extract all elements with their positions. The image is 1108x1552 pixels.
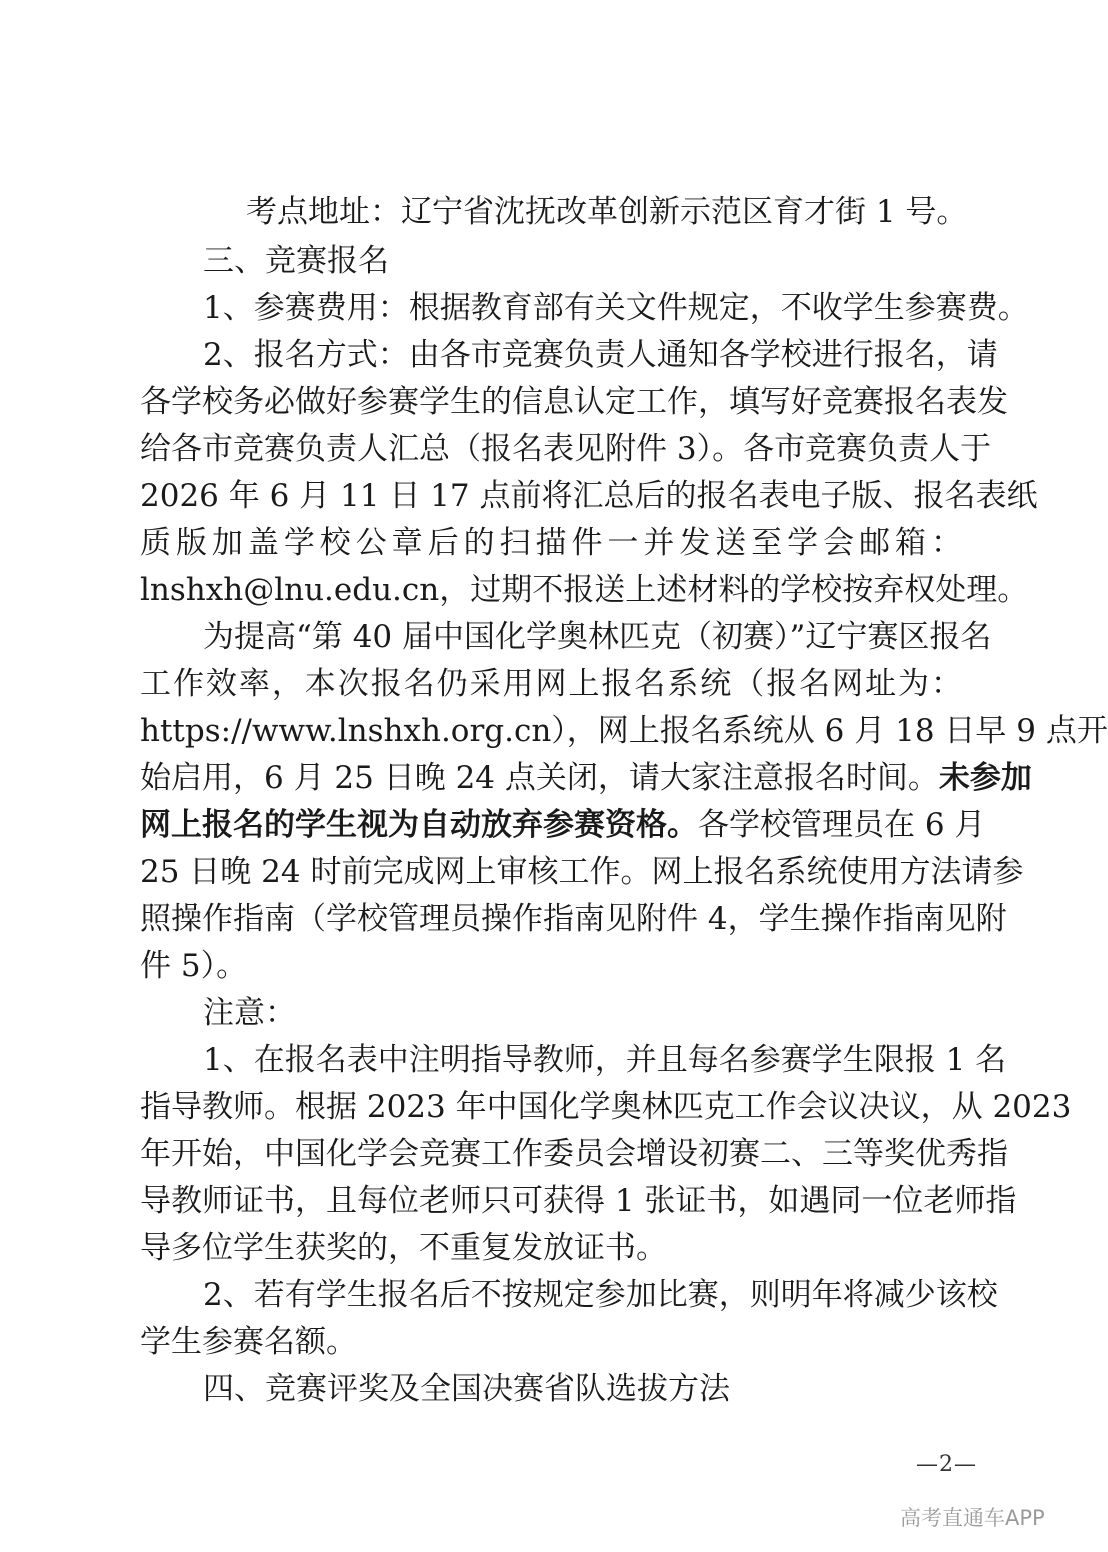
paragraph-line: 给各市竞赛负责人汇总（报名表见附件 3）。各市竞赛负责人于 bbox=[140, 431, 992, 467]
line-text: 各学校管理员在 6 月 bbox=[698, 807, 986, 843]
bold-notice-text: 未参加 bbox=[938, 760, 1032, 796]
exam-site-address: 考点地址：辽宁省沈抚改革创新示范区育才街 1 号。 bbox=[246, 194, 968, 230]
paragraph-line: 年开始，中国化学会竞赛工作委员会增设初赛二、三等奖优秀指 bbox=[140, 1136, 1008, 1172]
bold-notice-text: 网上报名的学生视为自动放弃参赛资格。 bbox=[140, 807, 698, 843]
paragraph-line: 为提高“第 40 届中国化学奥林匹克（初赛）”辽宁赛区报名 bbox=[203, 619, 992, 655]
paragraph-line: 导教师证书，且每位老师只可获得 1 张证书，如遇同一位老师指 bbox=[140, 1183, 1017, 1219]
paragraph-line: 25 日晚 24 时前完成网上审核工作。网上报名系统使用方法请参 bbox=[140, 854, 1024, 890]
paragraph-line: 2、报名方式：由各市竞赛负责人通知各学校进行报名，请 bbox=[203, 337, 998, 373]
paragraph-line-email: lnshxh@lnu.edu.cn，过期不报送上述材料的学校按弃权处理。 bbox=[140, 572, 1029, 608]
paragraph-line: 工作效率，本次报名仍采用网上报名系统（报名网址为： bbox=[140, 666, 962, 702]
line-text: 始启用，6 月 25 日晚 24 点关闭，请大家注意报名时间。 bbox=[140, 760, 939, 796]
paragraph-line: 2、若有学生报名后不按规定参加比赛，则明年将减少该校 bbox=[203, 1277, 998, 1313]
paragraph-line: 照操作指南（学校管理员操作指南见附件 4，学生操作指南见附 bbox=[140, 901, 1007, 937]
section-heading-awards: 四、竞赛评奖及全国决赛省队选拔方法 bbox=[203, 1371, 730, 1407]
paragraph-line bbox=[140, 807, 986, 843]
paragraph-line bbox=[140, 760, 1032, 796]
paragraph-line: 2026 年 6 月 11 日 17 点前将汇总后的报名表电子版、报名表纸 bbox=[140, 478, 1038, 514]
paragraph-line-url: https://www.lnshxh.org.cn），网上报名系统从 6 月 18 日早 9 点开 bbox=[140, 713, 1108, 749]
paragraph-line: 1、在报名表中注明指导教师，并且每名参赛学生限报 1 名 bbox=[203, 1042, 1007, 1078]
paragraph-line: 质版加盖学校公章后的扫描件一并发送至学会邮箱： bbox=[140, 525, 962, 561]
paragraph-line: 指导教师。根据 2023 年中国化学奥林匹克工作会议决议，从 2023 bbox=[140, 1089, 1072, 1125]
paragraph-line: 各学校务必做好参赛学生的信息认定工作，填写好竞赛报名表发 bbox=[140, 384, 1008, 420]
paragraph-line: 导多位学生获奖的，不重复发放证书。 bbox=[140, 1230, 667, 1266]
page-number: —2— bbox=[916, 1452, 977, 1477]
notice-heading: 注意： bbox=[203, 995, 296, 1031]
watermark-text: 高考直通车APP bbox=[900, 1506, 1045, 1530]
paragraph-line: 件 5）。 bbox=[140, 948, 248, 984]
section-heading-registration: 三、竞赛报名 bbox=[203, 243, 389, 279]
paragraph-line: 学生参赛名额。 bbox=[140, 1324, 357, 1360]
paragraph-line: 1、参赛费用：根据教育部有关文件规定，不收学生参赛费。 bbox=[203, 290, 1029, 326]
